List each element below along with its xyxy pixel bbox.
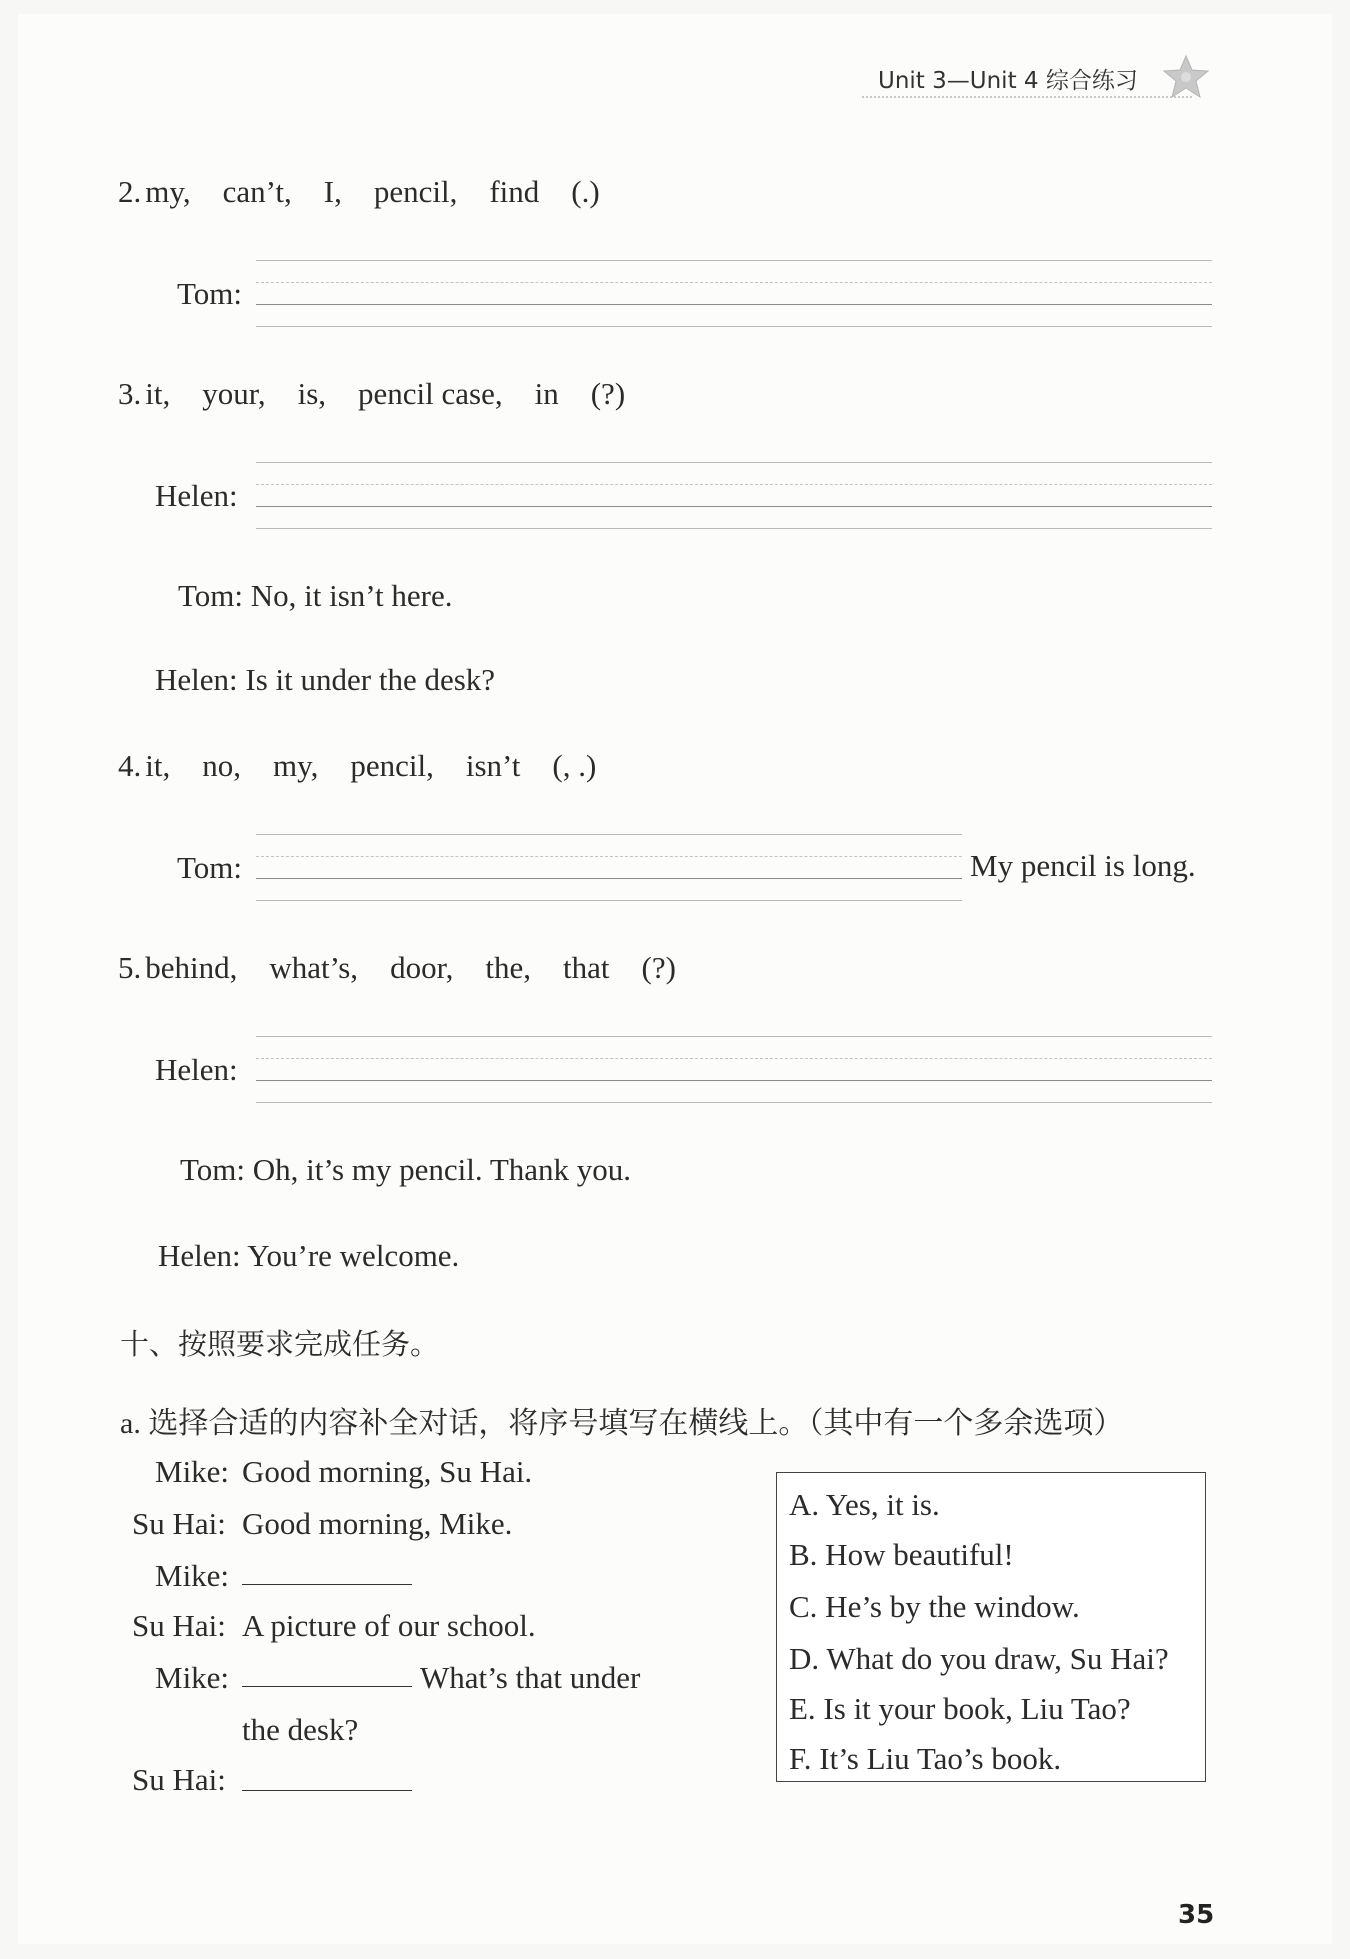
section-heading: 十、按照要求完成任务。 [120, 1327, 440, 1361]
option-e: E. Is it your book, Liu Tao? [789, 1691, 1131, 1726]
speaker-label: Helen: [155, 1052, 238, 1087]
section-instruction: a. 选择合适的内容补全对话，将序号填写在横线上。（其中有一个多余选项） [120, 1407, 1124, 1440]
dialogue-speaker: Mike: [155, 1454, 230, 1489]
options-box [776, 1472, 1206, 1782]
speaker-label: Tom: [177, 276, 242, 311]
dialogue-text: Good morning, Su Hai. [242, 1454, 533, 1489]
dialogue-text: Good morning, Mike. [242, 1506, 513, 1541]
answer-line-q2[interactable] [256, 260, 1212, 326]
speaker-label: Helen: [155, 478, 238, 513]
question-3: 3. it, your, is, pencil case, in (?) [118, 376, 626, 411]
blank-3[interactable] [242, 1790, 412, 1791]
dialogue-line: Helen: You’re welcome. [158, 1238, 460, 1273]
dialogue-text: What’s that under [420, 1660, 641, 1695]
option-c: C. He’s by the window. [789, 1589, 1080, 1624]
dialogue-speaker: Su Hai: [132, 1762, 226, 1797]
dialogue-text: A picture of our school. [242, 1608, 536, 1643]
dialogue-text: the desk? [242, 1712, 359, 1747]
option-f: F. It’s Liu Tao’s book. [789, 1741, 1062, 1776]
blank-1[interactable] [242, 1584, 412, 1585]
speaker-label: Tom: [177, 850, 242, 885]
answer-suffix: My pencil is long. [970, 848, 1196, 883]
dialogue-line: Tom: No, it isn’t here. [178, 578, 453, 613]
header-title: Unit 3—Unit 4 综合练习 [878, 68, 1138, 94]
answer-line-q5[interactable] [256, 1036, 1212, 1102]
option-d: D. What do you draw, Su Hai? [789, 1641, 1169, 1676]
header-divider [862, 96, 1192, 98]
dialogue-speaker: Mike: [155, 1660, 230, 1695]
dialogue-line: Tom: Oh, it’s my pencil. Thank you. [180, 1152, 632, 1187]
dialogue-line: Helen: Is it under the desk? [155, 662, 496, 697]
option-a: A. Yes, it is. [789, 1487, 940, 1522]
dialogue-speaker: Mike: [155, 1558, 230, 1593]
page-number: 35 [1178, 1900, 1215, 1930]
answer-line-q4[interactable] [256, 834, 962, 900]
question-2: 2. my, can’t, I, pencil, find (.) [118, 174, 600, 209]
option-b: B. How beautiful! [789, 1537, 1014, 1572]
dialogue-speaker: Su Hai: [132, 1608, 226, 1643]
question-4: 4. it, no, my, pencil, isn’t (, .) [118, 748, 597, 783]
question-5: 5. behind, what’s, door, the, that (?) [118, 950, 676, 985]
star-icon [1160, 54, 1212, 100]
dialogue-speaker: Su Hai: [132, 1506, 226, 1541]
blank-2[interactable] [242, 1686, 412, 1687]
answer-line-q3[interactable] [256, 462, 1212, 528]
